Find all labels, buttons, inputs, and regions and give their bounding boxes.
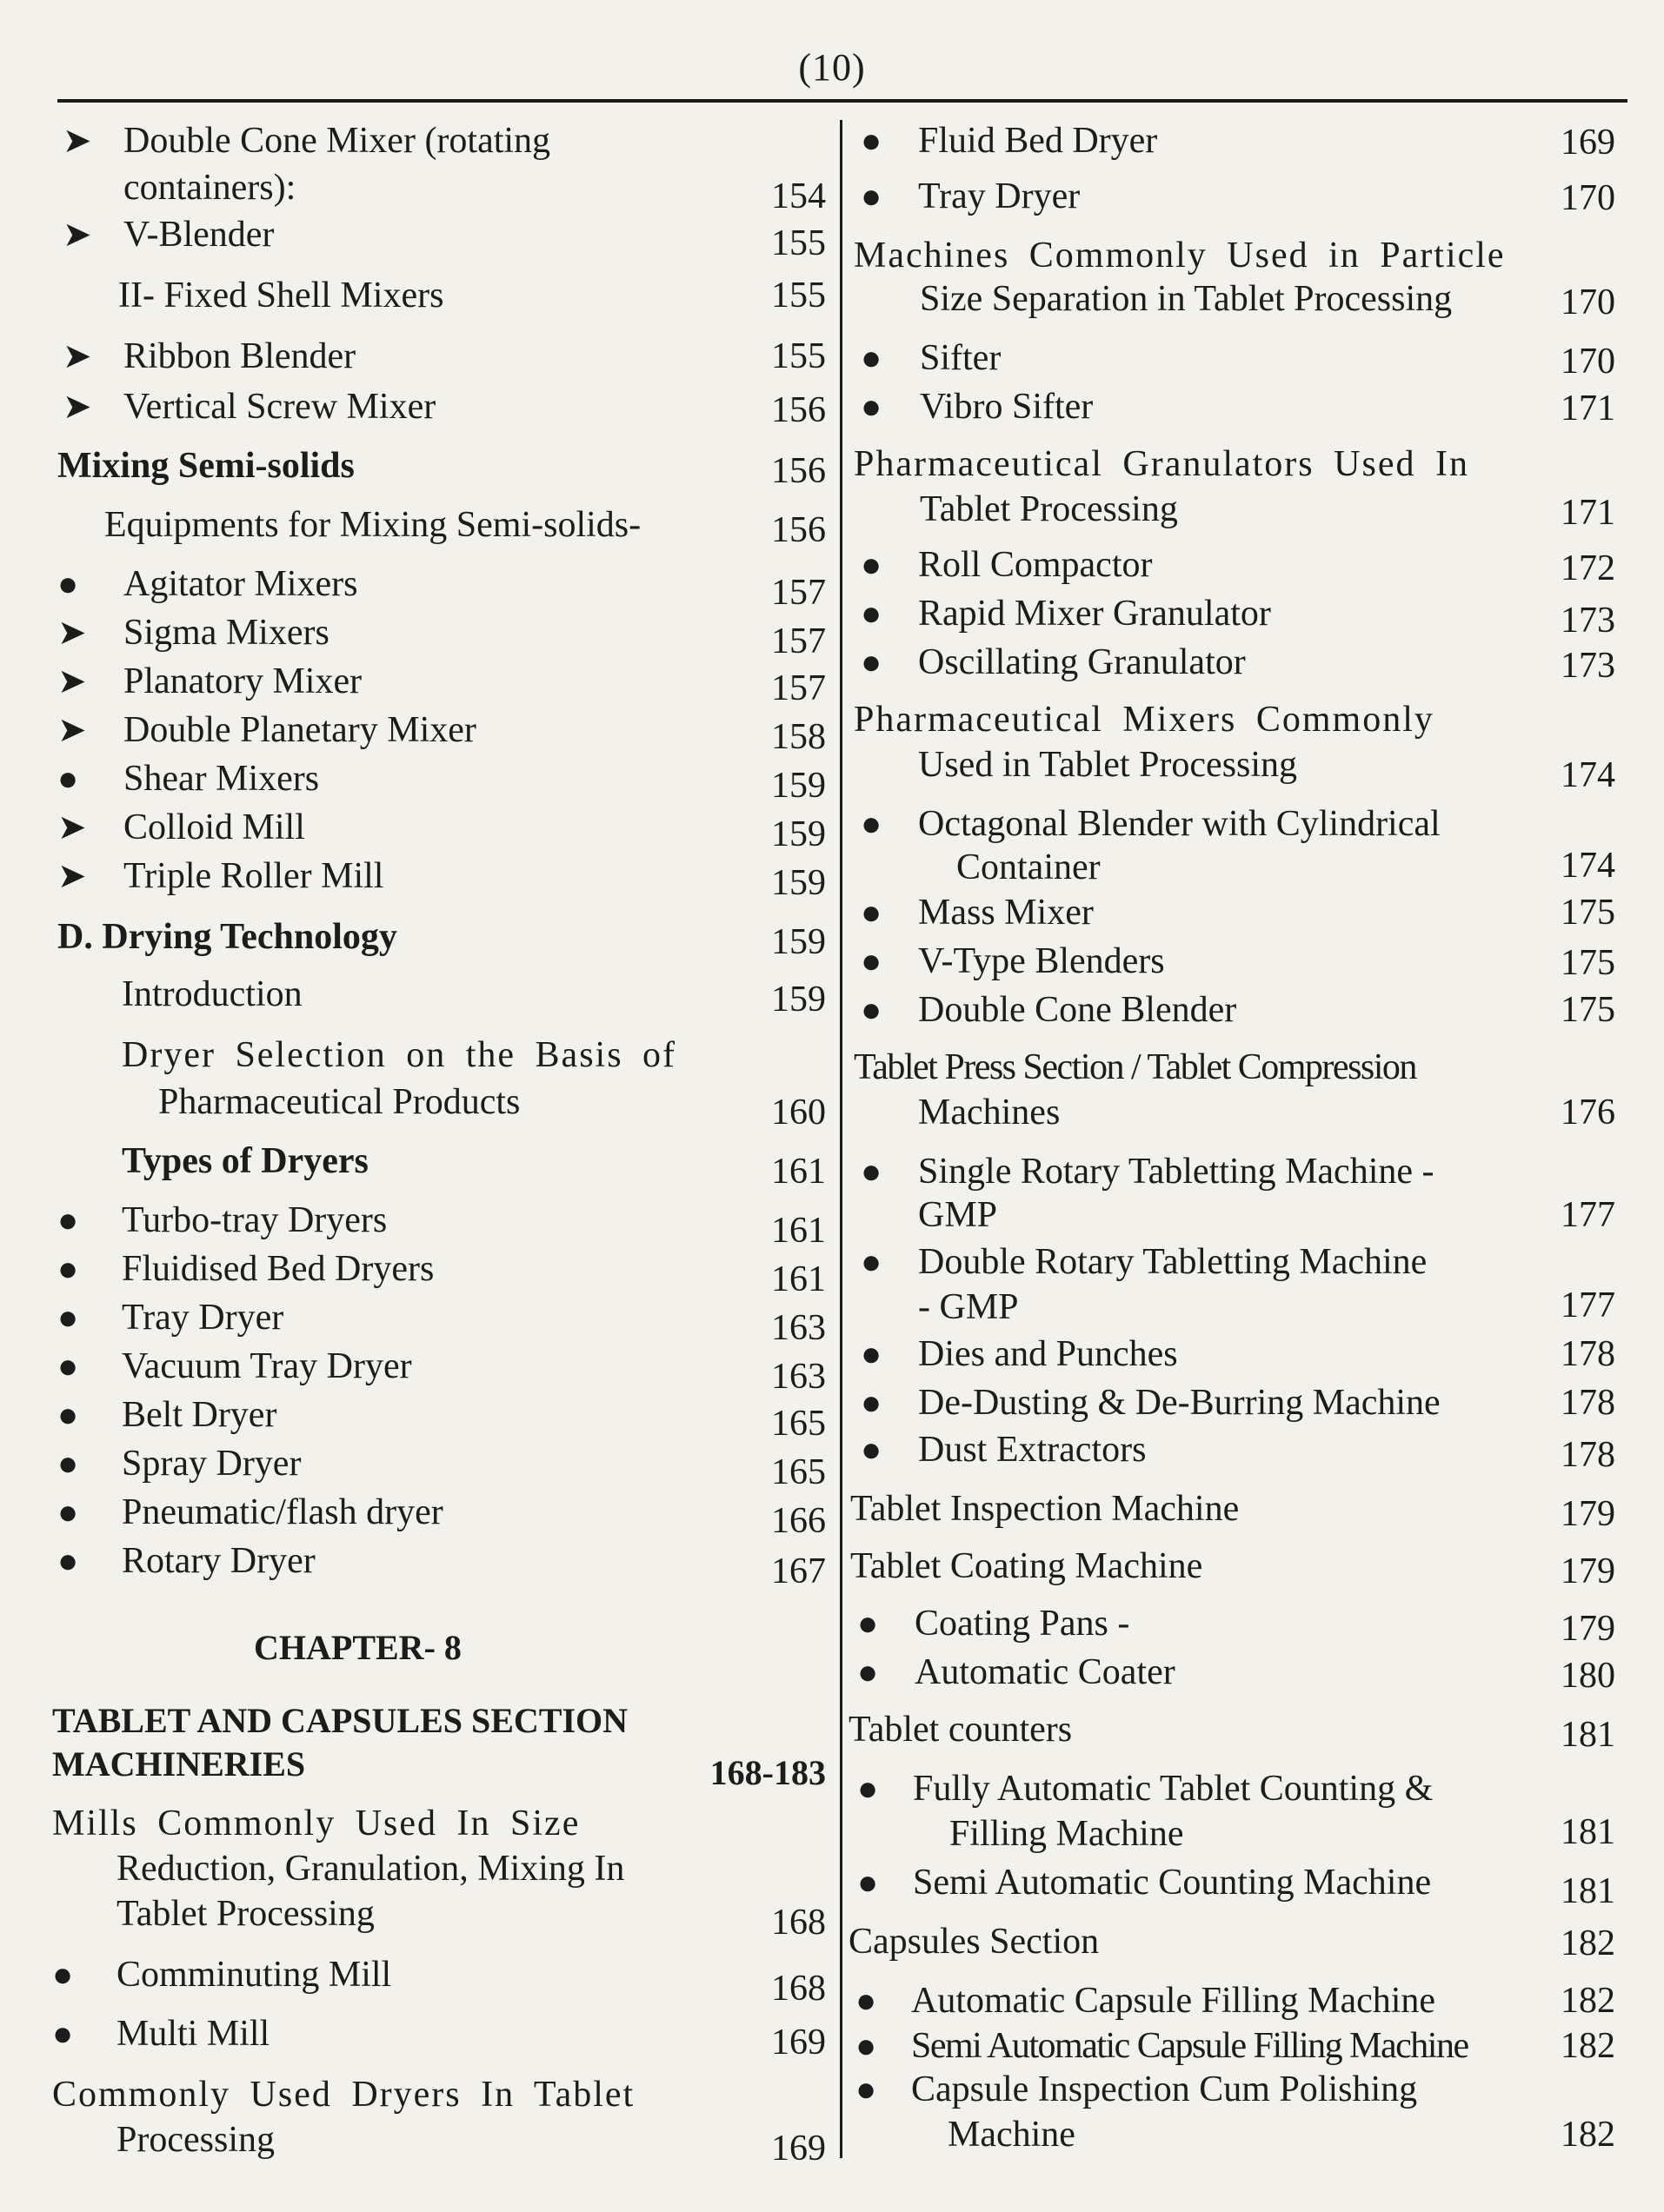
bullet-dot-icon: ● bbox=[861, 387, 882, 426]
bullet-dot-icon: ● bbox=[857, 1863, 879, 1902]
toc-entry-label: V-Type Blenders bbox=[918, 941, 1165, 981]
toc-entry-label: Double Cone Blender bbox=[918, 990, 1237, 1030]
toc-entry-label: Shear Mixers bbox=[123, 759, 320, 799]
toc-entry-label: Fully Automatic Tablet Counting & bbox=[913, 1769, 1434, 1809]
toc-entry-label: Commonly Used Dryers In Tablet bbox=[52, 2075, 636, 2115]
toc-entry-label: Turbo-tray Dryers bbox=[122, 1200, 388, 1240]
top-rule bbox=[57, 99, 1627, 103]
toc-page-number: 180 bbox=[1561, 1656, 1615, 1696]
toc-entry-label: Machine bbox=[948, 2115, 1075, 2155]
bullet-dot-icon: ● bbox=[57, 1249, 79, 1288]
toc-page-number: 169 bbox=[771, 2023, 826, 2063]
bullet-dot-icon: ● bbox=[861, 1242, 882, 1281]
toc-entry-label: Semi Automatic Counting Machine bbox=[913, 1863, 1432, 1903]
bullet-dot-icon: ● bbox=[861, 1334, 882, 1373]
toc-entry-label: Pharmaceutical Granulators Used In bbox=[854, 444, 1469, 484]
toc-entry-label: Multi Mill bbox=[116, 2014, 270, 2054]
bullet-dot-icon: ● bbox=[57, 1395, 79, 1434]
bullet-dot-icon: ● bbox=[52, 2014, 74, 2053]
bullet-dot-icon: ● bbox=[57, 759, 79, 798]
bullet-dot-icon: ● bbox=[57, 1444, 79, 1483]
toc-entry-label: Fluid Bed Dryer bbox=[918, 121, 1158, 161]
toc-entry-label: Coating Pans - bbox=[915, 1604, 1130, 1644]
bullet-dot-icon: ● bbox=[861, 804, 882, 843]
toc-page-number: 165 bbox=[771, 1404, 826, 1444]
toc-entry-label: Machines bbox=[918, 1093, 1061, 1133]
toc-entry-label: CHAPTER- 8 bbox=[254, 1628, 462, 1667]
toc-page-number: 155 bbox=[771, 223, 826, 263]
toc-page-number: 155 bbox=[771, 336, 826, 376]
toc-entry-label: Single Rotary Tabletting Machine - bbox=[918, 1152, 1434, 1192]
toc-entry-label: Colloid Mill bbox=[123, 807, 305, 847]
bullet-dot-icon: ● bbox=[855, 1981, 877, 2020]
toc-page-number: 157 bbox=[771, 621, 826, 661]
toc-page-number: 163 bbox=[771, 1308, 826, 1348]
toc-page-number: 174 bbox=[1561, 846, 1615, 886]
toc-entry-label: Tray Dryer bbox=[918, 176, 1081, 216]
bullet-dot-icon: ● bbox=[861, 642, 882, 681]
toc-entry-label: Octagonal Blender with Cylindrical bbox=[918, 804, 1441, 844]
toc-entry-label: Belt Dryer bbox=[122, 1395, 277, 1435]
bullet-dot-icon: ● bbox=[861, 990, 882, 1029]
bullet-dot-icon: ● bbox=[861, 594, 882, 633]
toc-page-number: 160 bbox=[771, 1093, 826, 1133]
toc-page-number: 168 bbox=[771, 1969, 826, 2009]
toc-page-number: 154 bbox=[771, 176, 826, 216]
bullet-arrow-icon: ➤ bbox=[63, 387, 92, 426]
bullet-arrow-icon: ➤ bbox=[57, 856, 87, 895]
toc-page-number: 178 bbox=[1561, 1334, 1615, 1374]
bullet-arrow-icon: ➤ bbox=[57, 807, 87, 847]
toc-page-number: 168-183 bbox=[709, 1753, 826, 1792]
toc-entry-label: MACHINERIES bbox=[52, 1744, 306, 1784]
toc-entry-label: - GMP bbox=[918, 1287, 1019, 1327]
bullet-arrow-icon: ➤ bbox=[57, 613, 87, 652]
toc-page-number: 179 bbox=[1561, 1494, 1615, 1534]
toc-page-number: 172 bbox=[1561, 548, 1615, 588]
toc-page-number: 170 bbox=[1561, 342, 1615, 382]
bullet-dot-icon: ● bbox=[855, 2069, 877, 2109]
toc-entry-label: Sifter bbox=[920, 338, 1002, 378]
toc-page-number: 166 bbox=[771, 1501, 826, 1541]
bullet-dot-icon: ● bbox=[57, 1200, 79, 1239]
toc-entry-label: Automatic Capsule Filling Machine bbox=[911, 1981, 1436, 2021]
toc-entry-label: Tablet Inspection Machine bbox=[850, 1489, 1240, 1529]
toc-page-number: 159 bbox=[771, 980, 826, 1020]
toc-entry-label: Tray Dryer bbox=[122, 1298, 284, 1338]
toc-entry-label: GMP bbox=[918, 1195, 998, 1235]
bullet-dot-icon: ● bbox=[861, 1430, 882, 1469]
toc-page-number: 182 bbox=[1561, 2115, 1615, 2155]
bullet-dot-icon: ● bbox=[861, 1383, 882, 1422]
toc-page-number: 179 bbox=[1561, 1551, 1615, 1591]
bullet-dot-icon: ● bbox=[57, 1346, 79, 1385]
toc-entry-label: Pharmaceutical Mixers Commonly bbox=[854, 700, 1434, 740]
toc-page-number: 173 bbox=[1561, 601, 1615, 641]
bullet-dot-icon: ● bbox=[57, 1298, 79, 1337]
toc-entry-label: V-Blender bbox=[123, 215, 275, 255]
toc-entry-label: Vibro Sifter bbox=[920, 387, 1094, 427]
toc-page-number: 159 bbox=[771, 814, 826, 854]
bullet-dot-icon: ● bbox=[57, 1541, 79, 1580]
toc-entry-label: Equipments for Mixing Semi-solids- bbox=[104, 505, 642, 545]
bullet-arrow-icon: ➤ bbox=[57, 710, 87, 749]
toc-page-number: 156 bbox=[771, 451, 826, 491]
toc-page-number: 169 bbox=[771, 2129, 826, 2169]
toc-entry-label: Processing bbox=[116, 2120, 275, 2160]
toc-page-number: 171 bbox=[1561, 389, 1615, 428]
toc-page-number: 156 bbox=[771, 510, 826, 550]
toc-entry-label: Reduction, Granulation, Mixing In bbox=[116, 1849, 625, 1889]
toc-page-number: 181 bbox=[1561, 1812, 1615, 1852]
toc-page-number: 167 bbox=[771, 1551, 826, 1591]
toc-entry-label: D. Drying Technology bbox=[57, 917, 397, 957]
toc-entry-label: Tablet Coating Machine bbox=[850, 1546, 1203, 1586]
toc-entry-label: Roll Compactor bbox=[918, 545, 1153, 585]
toc-page-number: 174 bbox=[1561, 755, 1615, 795]
toc-page-number: 181 bbox=[1561, 1871, 1615, 1911]
bullet-dot-icon: ● bbox=[861, 176, 882, 216]
toc-entry-label: Types of Dryers bbox=[122, 1141, 369, 1181]
toc-entry-label: Dies and Punches bbox=[918, 1334, 1178, 1374]
toc-page-number: 175 bbox=[1561, 990, 1615, 1030]
page-number: (10) bbox=[798, 46, 866, 89]
toc-entry-label: Fluidised Bed Dryers bbox=[122, 1249, 435, 1289]
toc-page-number: 165 bbox=[771, 1452, 826, 1492]
toc-entry-label: Capsules Section bbox=[849, 1922, 1100, 1962]
toc-page-number: 175 bbox=[1561, 943, 1615, 983]
bullet-dot-icon: ● bbox=[861, 941, 882, 980]
toc-entry-label: Introduction bbox=[122, 974, 303, 1014]
toc-entry-label: Mass Mixer bbox=[918, 893, 1094, 933]
toc-entry-label: Container bbox=[956, 847, 1101, 887]
bullet-dot-icon: ● bbox=[857, 1604, 879, 1643]
toc-entry-label: Vertical Screw Mixer bbox=[123, 387, 436, 427]
toc-page-number: 179 bbox=[1561, 1609, 1615, 1649]
toc-page-number: 171 bbox=[1561, 493, 1615, 533]
bullet-arrow-icon: ➤ bbox=[57, 661, 87, 701]
bullet-arrow-icon: ➤ bbox=[63, 121, 92, 160]
toc-entry-label: TABLET AND CAPSULES SECTION bbox=[52, 1701, 629, 1740]
toc-entry-label: Used in Tablet Processing bbox=[918, 745, 1298, 785]
bullet-dot-icon: ● bbox=[861, 338, 882, 377]
toc-entry-label: II- Fixed Shell Mixers bbox=[118, 276, 444, 316]
toc-page-number: 177 bbox=[1561, 1195, 1615, 1235]
toc-entry-label: Pharmaceutical Products bbox=[158, 1082, 521, 1122]
toc-entry-label: Machines Commonly Used in Particle bbox=[854, 236, 1506, 276]
toc-page-number: 161 bbox=[771, 1152, 826, 1192]
toc-page-number: 170 bbox=[1561, 178, 1615, 218]
bullet-dot-icon: ● bbox=[855, 2026, 877, 2065]
toc-entry-label: containers): bbox=[123, 168, 296, 208]
toc-entry-label: Tablet Processing bbox=[116, 1894, 375, 1934]
toc-page-number: 182 bbox=[1561, 1981, 1615, 2021]
bullet-arrow-icon: ➤ bbox=[63, 215, 92, 254]
column-divider bbox=[840, 120, 842, 2158]
bullet-arrow-icon: ➤ bbox=[63, 336, 92, 375]
toc-entry-label: Agitator Mixers bbox=[123, 564, 358, 604]
toc-page-number: 159 bbox=[771, 863, 826, 903]
toc-entry-label: Tablet Processing bbox=[920, 489, 1178, 529]
toc-page-number: 173 bbox=[1561, 646, 1615, 686]
toc-entry-label: Double Cone Mixer (rotating bbox=[123, 121, 551, 161]
toc-entry-label: Oscillating Granulator bbox=[918, 642, 1246, 682]
toc-entry-label: Tablet Press Section / Tablet Compression bbox=[854, 1047, 1416, 1087]
toc-page-number: 161 bbox=[771, 1211, 826, 1251]
toc-entry-label: Tablet counters bbox=[849, 1710, 1073, 1750]
bullet-dot-icon: ● bbox=[57, 1492, 79, 1531]
bullet-dot-icon: ● bbox=[52, 1955, 74, 1994]
bullet-dot-icon: ● bbox=[861, 545, 882, 584]
toc-page-number: 182 bbox=[1561, 2026, 1615, 2066]
toc-page-number: 158 bbox=[771, 717, 826, 757]
toc-entry-label: Planatory Mixer bbox=[123, 661, 363, 701]
toc-page-number: 155 bbox=[771, 276, 826, 316]
toc-entry-label: Rotary Dryer bbox=[122, 1541, 316, 1581]
toc-entry-label: Pneumatic/flash dryer bbox=[122, 1492, 443, 1532]
toc-page-number: 168 bbox=[771, 1903, 826, 1943]
toc-entry-label: Ribbon Blender bbox=[123, 336, 356, 376]
toc-entry-label: Automatic Coater bbox=[915, 1652, 1175, 1692]
toc-page-number: 182 bbox=[1561, 1923, 1615, 1963]
toc-page-number: 169 bbox=[1561, 123, 1615, 163]
toc-entry-label: Mixing Semi-solids bbox=[57, 446, 355, 486]
toc-page-number: 177 bbox=[1561, 1285, 1615, 1325]
bullet-dot-icon: ● bbox=[57, 564, 79, 603]
bullet-dot-icon: ● bbox=[857, 1652, 879, 1691]
toc-entry-label: Rapid Mixer Granulator bbox=[918, 594, 1271, 634]
toc-entry-label: Double Rotary Tabletting Machine bbox=[918, 1242, 1428, 1282]
toc-entry-label: Mills Commonly Used In Size bbox=[52, 1803, 581, 1843]
toc-page-number: 163 bbox=[771, 1357, 826, 1397]
toc-entry-label: Size Separation in Tablet Processing bbox=[920, 279, 1453, 319]
toc-page-number: 157 bbox=[771, 668, 826, 708]
toc-page-number: 159 bbox=[771, 766, 826, 806]
toc-page-number: 159 bbox=[771, 922, 826, 962]
toc-page-number: 176 bbox=[1561, 1093, 1615, 1133]
toc-page-number: 157 bbox=[771, 573, 826, 613]
bullet-dot-icon: ● bbox=[861, 121, 882, 160]
toc-page-number: 170 bbox=[1561, 282, 1615, 322]
toc-page-number: 175 bbox=[1561, 893, 1615, 933]
toc-page-number: 178 bbox=[1561, 1435, 1615, 1475]
bullet-dot-icon: ● bbox=[857, 1769, 879, 1808]
bullet-dot-icon: ● bbox=[861, 893, 882, 932]
toc-entry-label: De-Dusting & De-Burring Machine bbox=[918, 1383, 1441, 1423]
toc-entry-label: Dust Extractors bbox=[918, 1430, 1147, 1470]
toc-entry-label: Capsule Inspection Cum Polishing bbox=[911, 2069, 1418, 2109]
toc-entry-label: Spray Dryer bbox=[122, 1444, 302, 1484]
toc-entry-label: Sigma Mixers bbox=[123, 613, 329, 653]
toc-entry-label: Semi Automatic Capsule Filling Machine bbox=[911, 2026, 1468, 2066]
toc-entry-label: Comminuting Mill bbox=[116, 1955, 392, 1995]
toc-entry-label: Vacuum Tray Dryer bbox=[122, 1346, 412, 1386]
toc-entry-label: Double Planetary Mixer bbox=[123, 710, 476, 750]
toc-entry-label: Triple Roller Mill bbox=[123, 856, 384, 896]
toc-entry-label: Filling Machine bbox=[949, 1814, 1184, 1854]
toc-page-number: 156 bbox=[771, 390, 826, 430]
toc-page-number: 181 bbox=[1561, 1715, 1615, 1755]
toc-entry-label: Dryer Selection on the Basis of bbox=[122, 1035, 677, 1075]
toc-page-number: 161 bbox=[771, 1259, 826, 1299]
toc-page-number: 178 bbox=[1561, 1383, 1615, 1423]
bullet-dot-icon: ● bbox=[861, 1152, 882, 1191]
